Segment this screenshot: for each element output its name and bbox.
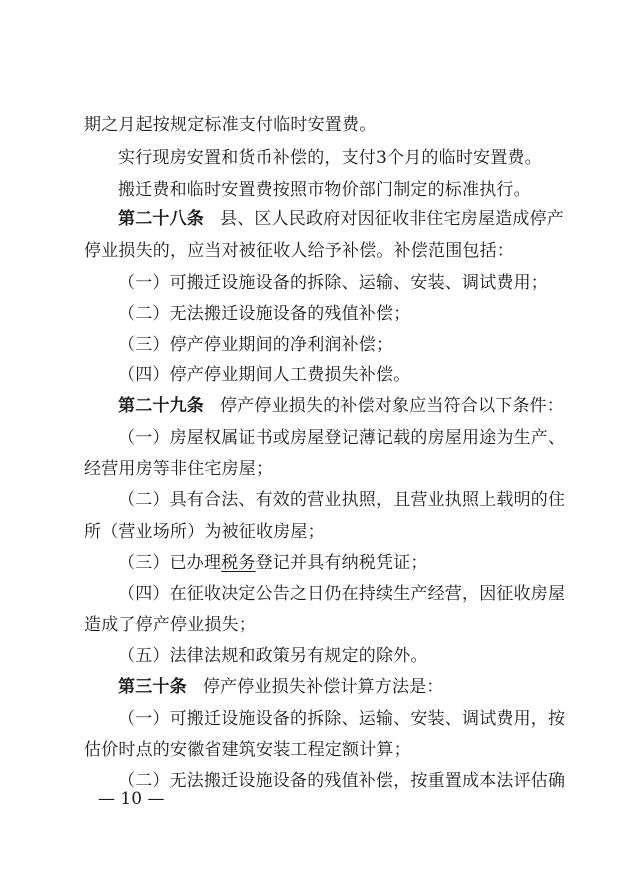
text-line: 期之月起按规定标准支付临时安置费。 — [84, 115, 377, 135]
text-span: （三）已办理 — [118, 553, 222, 573]
list-item: （三）停产停业期间的净利润补偿； — [118, 335, 394, 355]
text-line: 经营用房等非住宅房屋； — [84, 459, 274, 479]
text-span: 登记并具有纳税凭证； — [255, 553, 428, 573]
list-item: （二）无法搬迁设施设备的残值补偿，按重置成本法评估确 — [118, 771, 566, 791]
list-item: （四）在征收决定公告之日仍在持续生产经营，因征收房屋 — [118, 584, 566, 604]
list-item: （二）具有合法、有效的营业执照，且营业执照上载明的住 — [118, 490, 566, 510]
list-item: （四）停产停业期间人工费损失补偿。 — [118, 365, 411, 385]
text-line: 实行现房安置和货币补偿的，支付3个月的临时安置费。 — [118, 148, 542, 168]
page-number: — 10 — — [98, 789, 165, 809]
article-29-heading: 第二十九条 — [118, 396, 204, 416]
article-29-paragraph — [118, 395, 588, 417]
list-item: （五）法律法规和政策另有规定的除外。 — [118, 646, 428, 666]
list-item: （一）可搬迁设施设备的拆除、运输、安装、调试费用，按 — [118, 709, 566, 729]
text-line: 所（营业场所）为被征收房屋； — [84, 522, 325, 542]
text-span: 县、区人民政府对因征收非住宅房屋造成停产 — [220, 209, 564, 229]
list-item: （二）无法搬迁设施设备的残值补偿； — [118, 304, 411, 324]
text-span: 停产停业损失补偿计算方法是： — [202, 677, 444, 697]
article-28-heading: 第二十八条 — [118, 209, 204, 229]
text-line: 估价时点的安徽省建筑安装工程定额计算； — [84, 740, 411, 760]
text-line: 搬迁费和临时安置费按照市物价部门制定的标准执行。 — [118, 180, 531, 200]
article-30-paragraph — [118, 676, 588, 698]
text-span: 停产停业损失的补偿对象应当符合以下条件： — [220, 396, 564, 416]
list-item — [118, 552, 588, 574]
text-line: 停业损失的，应当对被征收人给予补偿。补偿范围包括： — [84, 241, 514, 261]
article-28-paragraph — [118, 208, 588, 230]
list-item: （一）房屋权属证书或房屋登记薄记载的房屋用途为生产、 — [118, 428, 566, 448]
article-30-heading: 第三十条 — [118, 677, 187, 697]
list-item: （一）可搬迁设施设备的拆除、运输、安装、调试费用； — [118, 273, 548, 293]
underlined-text: 税务 — [221, 553, 256, 573]
text-line: 造成了停产停业损失； — [84, 615, 256, 635]
